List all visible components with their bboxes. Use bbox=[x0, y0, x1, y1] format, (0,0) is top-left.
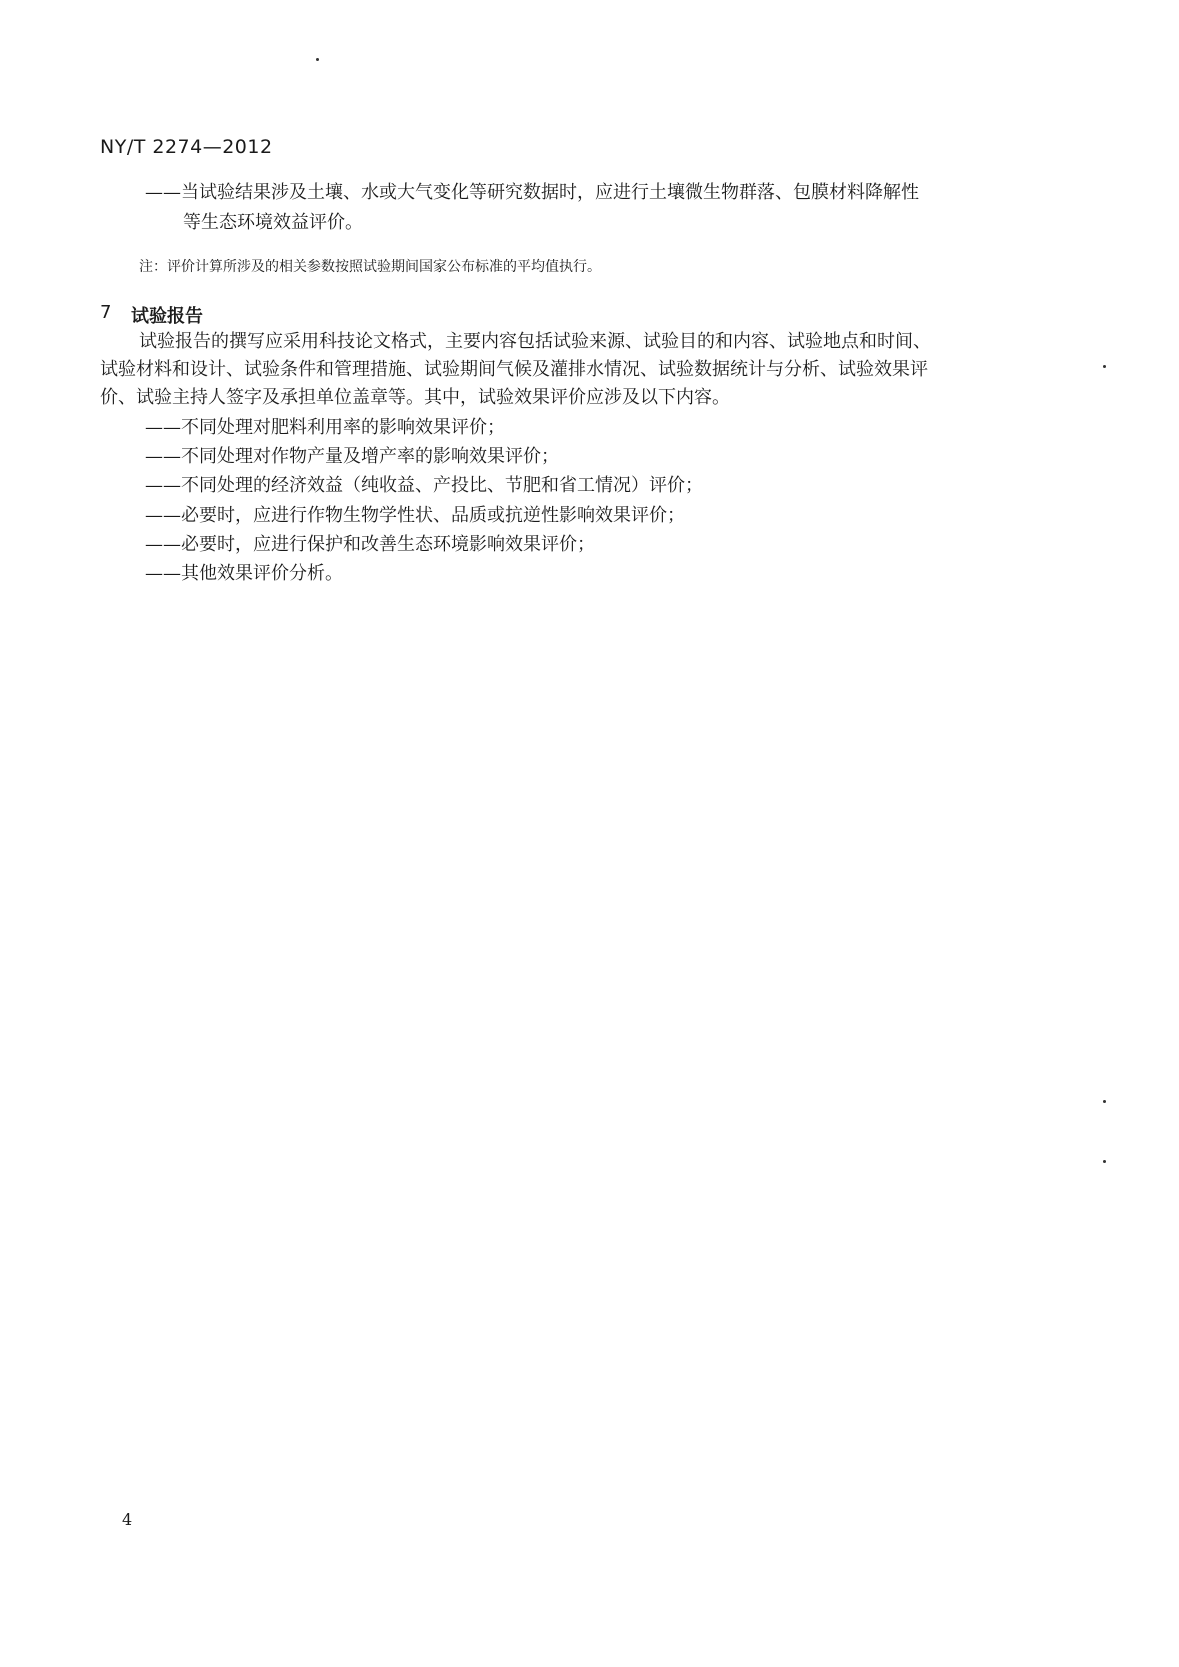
list-item: ——不同处理对肥料利用率的影响效果评价； bbox=[145, 417, 505, 438]
paragraph-line-1: 试验报告的撰写应采用科技论文格式，主要内容包括试验来源、试验目的和内容、试验地点和时间、 bbox=[139, 331, 931, 352]
list-item: ——必要时，应进行保护和改善生态环境影响效果评价； bbox=[145, 534, 595, 555]
section-number: 7 bbox=[100, 302, 112, 323]
list-item: ——必要时，应进行作物生物学性状、品质或抗逆性影响效果评价； bbox=[145, 505, 685, 526]
paragraph-line-3: 价、试验主持人签字及承担单位盖章等。其中，试验效果评价应涉及以下内容。 bbox=[100, 387, 730, 408]
paragraph-line-2: 试验材料和设计、试验条件和管理措施、试验期间气候及灌排水情况、试验数据统计与分析、试验效果评 bbox=[100, 359, 928, 380]
page-number: 4 bbox=[122, 1510, 133, 1529]
section-title: 试验报告 bbox=[131, 306, 203, 327]
list-item: ——不同处理对作物产量及增产率的影响效果评价； bbox=[145, 446, 559, 467]
list-item: ——不同处理的经济效益（纯收益、产投比、节肥和省工情况）评价； bbox=[145, 475, 703, 496]
top-item-line-2: 等生态环境效益评价。 bbox=[183, 212, 363, 233]
standard-code: NY/T 2274—2012 bbox=[100, 136, 273, 158]
top-item-line-1: ——当试验结果涉及土壤、水或大气变化等研究数据时，应进行土壤微生物群落、包膜材料降解性 bbox=[145, 182, 919, 203]
scan-speck bbox=[316, 58, 319, 61]
scan-speck bbox=[1103, 1100, 1106, 1103]
list-item: ——其他效果评价分析。 bbox=[145, 563, 343, 584]
scan-speck bbox=[1103, 1160, 1106, 1163]
note: 注：评价计算所涉及的相关参数按照试验期间国家公布标准的平均值执行。 bbox=[139, 259, 601, 275]
scan-speck bbox=[1103, 365, 1106, 368]
